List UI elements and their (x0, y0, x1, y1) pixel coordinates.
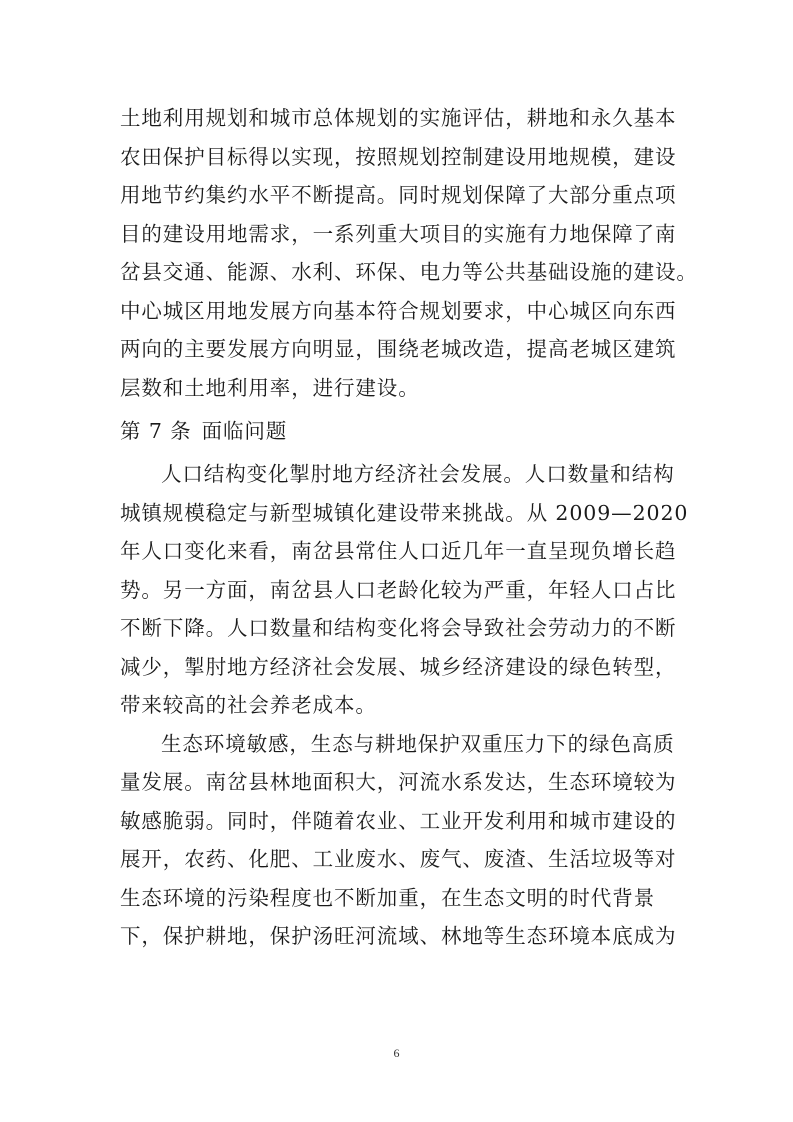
page-number: 6 (393, 1046, 400, 1060)
text-line: 中心城区用地发展方向基本符合规划要求，中心城区向东西 (120, 298, 677, 323)
text-line: 目的建设用地需求，一系列重大项目的实施有力地保障了南 (120, 221, 677, 246)
text-line: 敏感脆弱。同时，伴随着农业、工业开发利用和城市建设的 (120, 808, 677, 833)
text-line: 量发展。南岔县林地面积大，河流水系发达，生态环境较为 (120, 770, 677, 794)
paragraph-1 (120, 99, 698, 407)
text-line: 势。另一方面，南岔县人口老龄化较为严重，年轻人口占比 (120, 577, 677, 602)
text-line: 年人口变化来看，南岔县常住人口近几年一直呈现负增长趋 (120, 539, 677, 563)
text-line: 生态环境敏感，生态与耕地保护双重压力下的绿色高质 (161, 731, 675, 756)
text-line: 层数和土地利用率，进行建设。 (120, 375, 420, 400)
section-heading (120, 410, 680, 452)
text-line: 展开，农药、化肥、工业废水、废气、废渣、生活垃圾等对 (120, 847, 677, 871)
document-body (120, 99, 698, 956)
text-line: 生态环境的污染程度也不断加重，在生态文明的时代背景 (120, 885, 655, 910)
text-line: 土地利用规划和城市总体规划的实施评估，耕地和永久基本 (120, 106, 677, 130)
text-line: 不断下降。人口数量和结构变化将会导致社会劳动力的不断 (120, 616, 677, 640)
text-line: 下，保护耕地，保护汤旺河流域、林地等生态环境本底成为 (120, 924, 677, 948)
section-heading-number: 第 7 条 (120, 419, 192, 443)
section-heading-title: 面临问题 (201, 419, 288, 443)
text-line: 带来较高的社会养老成本。 (120, 693, 377, 717)
text-line: 两向的主要发展方向明显，围绕老城改造，提高老城区建筑 (120, 337, 677, 361)
text-line: 城镇规模稳定与新型城镇化建设带来挑战。从 2009—2020 (120, 500, 689, 525)
text-line: 岔县交通、能源、水利、环保、电力等公共基础设施的建设。 (120, 260, 698, 284)
text-line: 人口结构变化掣肘地方经济社会发展。人口数量和结构 (161, 462, 675, 486)
paragraph-3 (120, 725, 680, 956)
paragraph-2 (120, 455, 689, 725)
text-line: 农田保护目标得以实现，按照规划控制建设用地规模，建设 (120, 144, 677, 169)
text-line: 减少，掣肘地方经济社会发展、城乡经济建设的绿色转型， (120, 654, 677, 679)
text-line: 用地节约集约水平不断提高。同时规划保障了大部分重点项 (120, 183, 677, 207)
